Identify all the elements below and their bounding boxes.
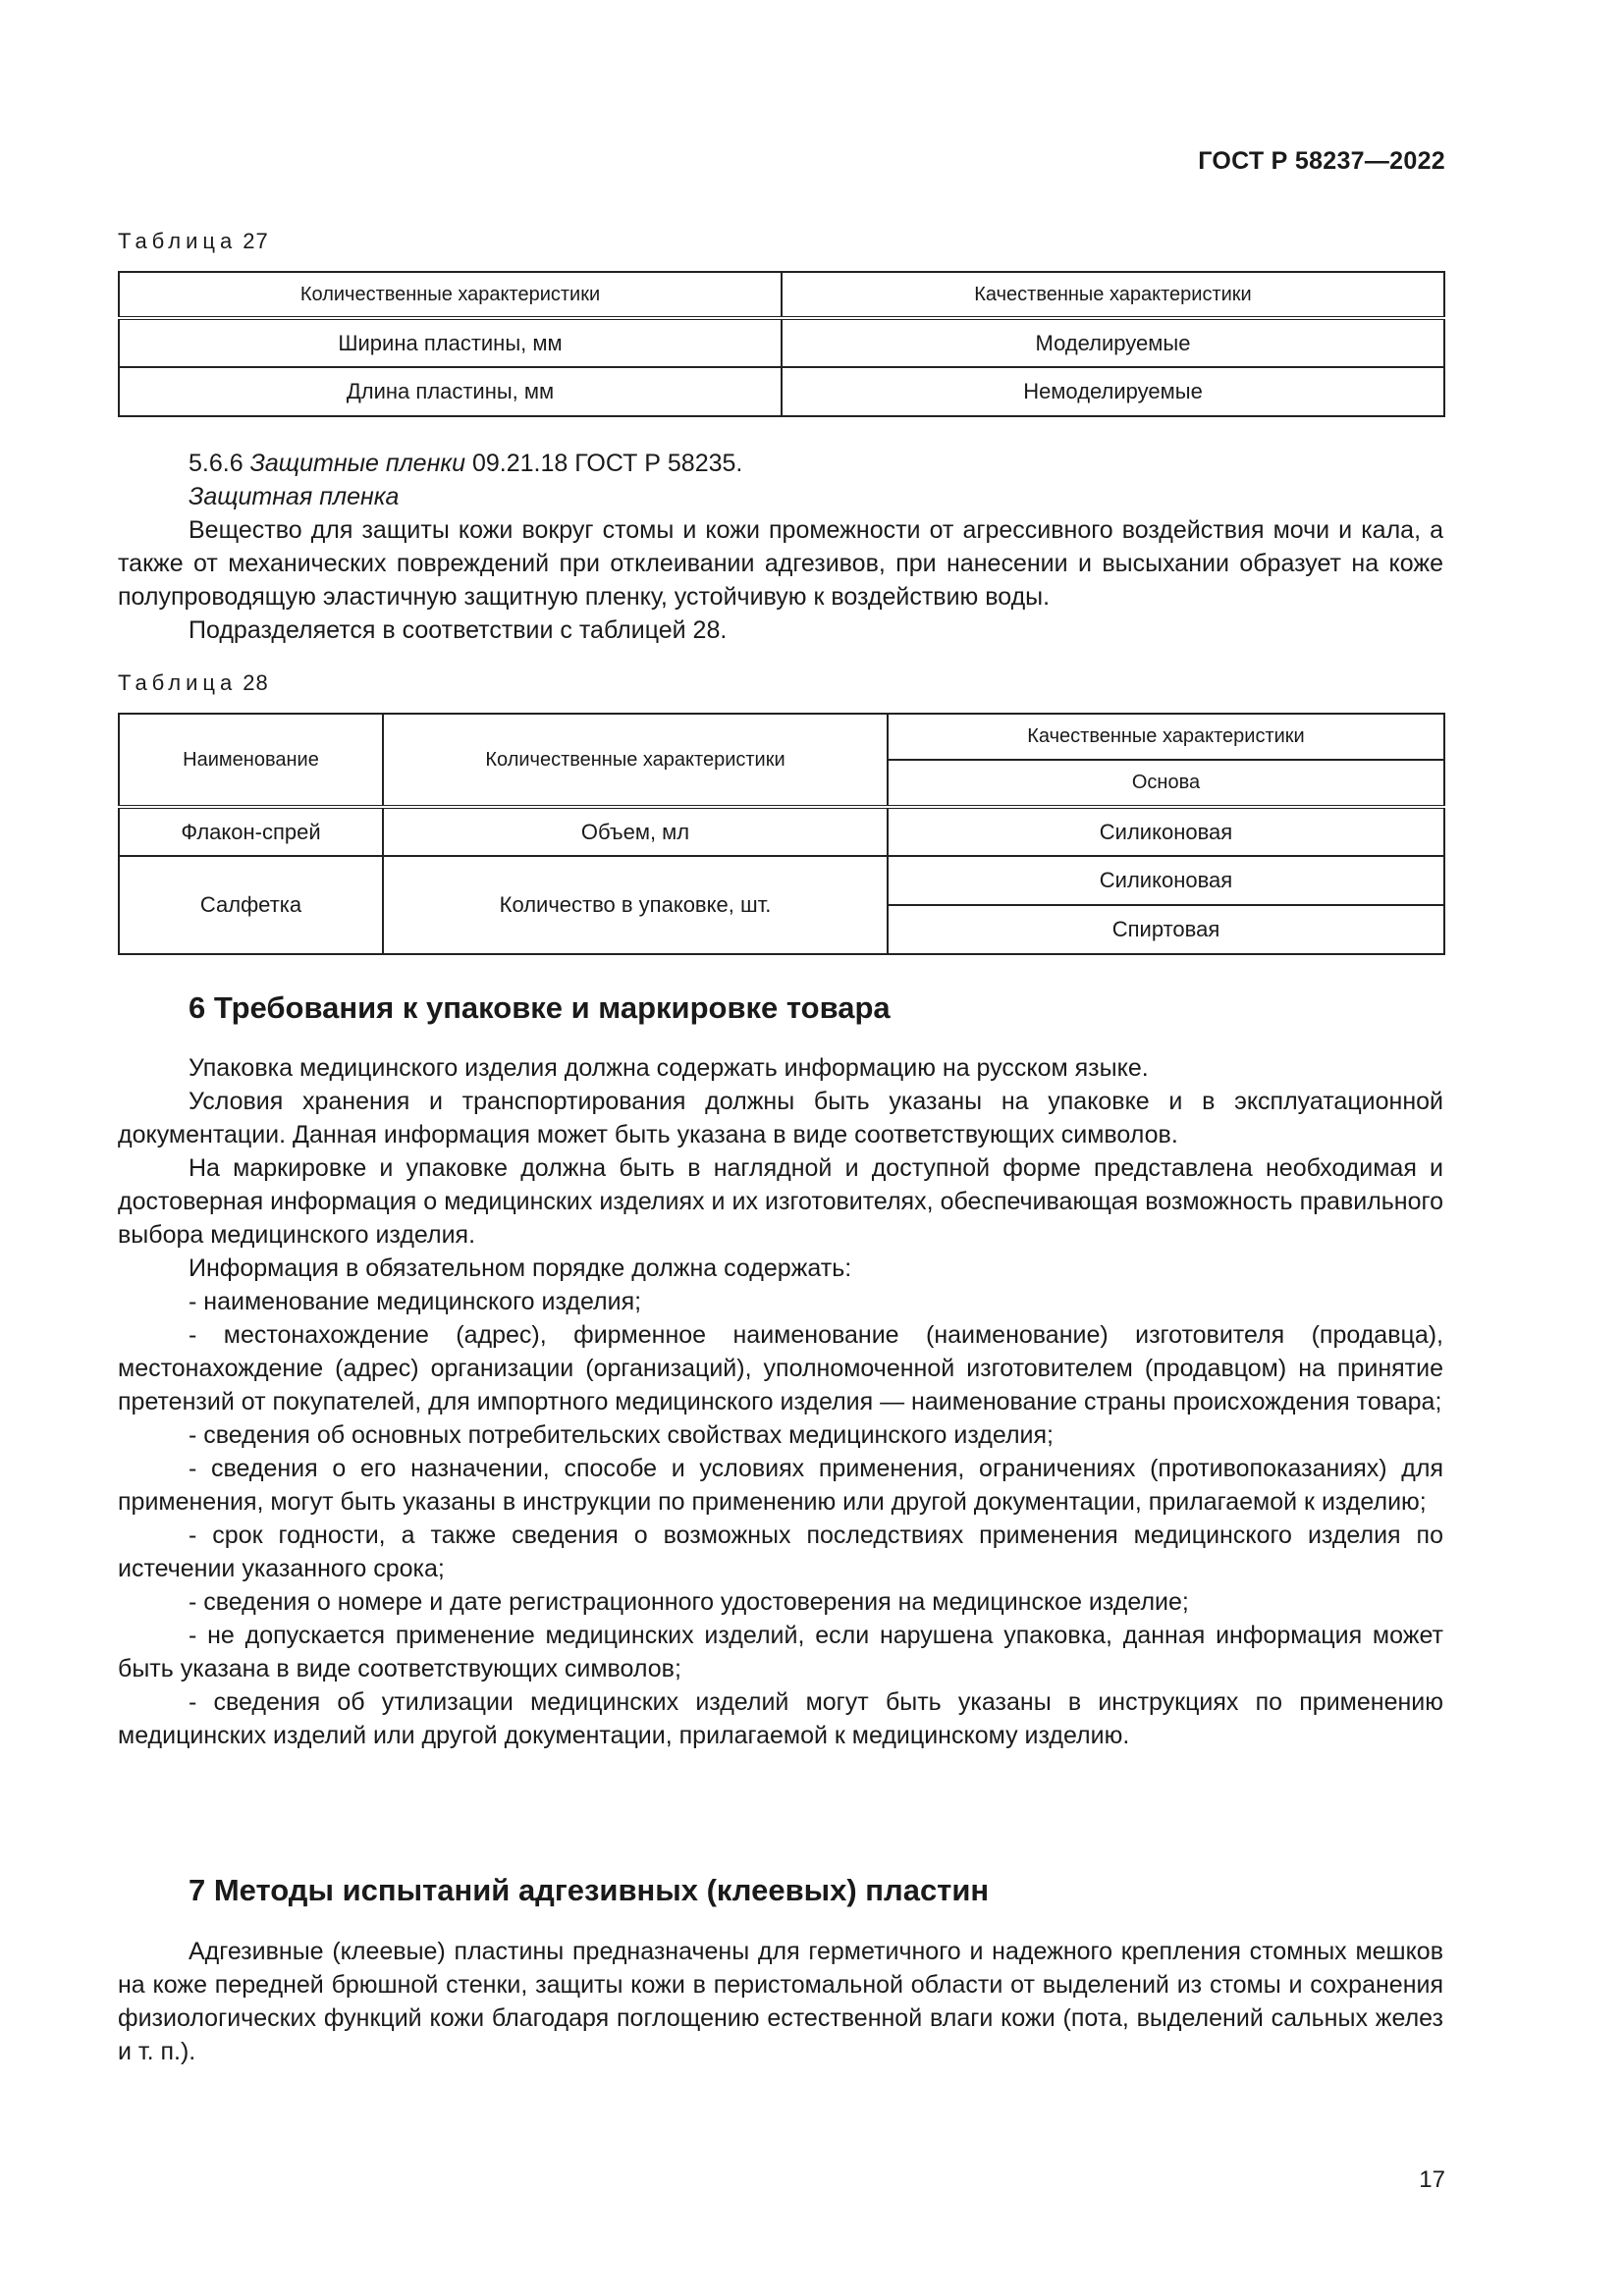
section-7-heading: 7 Методы испытаний адгезивных (клеевых) пластин — [189, 1873, 990, 1907]
list-item: - сведения об основных потребительских свойствах медицинского изделия; — [189, 1421, 1054, 1449]
paragraph: Адгезивные (клеевые) пластины предназначены для герметичного и надежного крепления стомных мешков на коже передней брюшной стенки, защиты кожи в перистомальной области от выделений из стомы и сохранения физиологических функций кожи благодаря поглощению естественной влаги кожи (пота, выделений сальных желез и т. п.). — [118, 1938, 1443, 2065]
paragraph: Вещество для защиты кожи вокруг стомы и кожи промежности от агрессивного воздействия мочи и кала, а также от механических повреждений при отклеивании адгезивов, при нанесении и высыхании образует на коже полупроводящую эластичную защитную пленку, устойчивую к воздействию воды. — [118, 516, 1443, 611]
section-title: Защитные пленки — [249, 450, 466, 477]
table-cell: Силиконовая — [888, 856, 1444, 905]
table-row — [119, 807, 1444, 856]
list-item: - местонахождение (адрес), фирменное наименование (наименование) изготовителя (продавца), местонахождение (адрес) организации (организаций), уполномоченной изготовителем (продавцом) на принятие претензий от покупателей, для импортного медицинского изделия — наименование страны происхождения товара; — [118, 1321, 1443, 1415]
table-cell: Количество в упаковке, шт. — [383, 856, 888, 954]
table-27 — [118, 271, 1445, 417]
list-item: - сведения о номере и дате регистрационного удостоверения на медицинское изделие; — [189, 1588, 1189, 1616]
table28-header-name: Наименование — [119, 714, 383, 807]
table28-caption — [118, 670, 269, 696]
table27-caption-word: Таблица — [118, 229, 238, 253]
page-number: 17 — [1419, 2166, 1445, 2193]
table27-header-quantitative: Количественные характеристики — [119, 272, 782, 318]
section-number: 5.6.6 — [189, 450, 244, 477]
table28-caption-word: Таблица — [118, 670, 238, 695]
table-cell: Флакон-спрей — [119, 807, 383, 856]
standard-header: ГОСТ Р 58237—2022 — [1198, 147, 1445, 175]
list-item: - наименование медицинского изделия; — [189, 1288, 642, 1315]
table28-caption-number: 28 — [243, 670, 269, 695]
paragraph: Подразделяется в соответствии с таблицей 28. — [189, 616, 728, 644]
table-cell: Ширина пластины, мм — [119, 318, 782, 367]
table-cell: Спиртовая — [888, 905, 1444, 954]
table27-caption-number: 27 — [243, 229, 269, 253]
table-cell: Немоделируемые — [782, 367, 1444, 416]
table-row — [119, 367, 1444, 416]
table-cell: Салфетка — [119, 856, 383, 954]
table28-header-qualitative: Качественные характеристики — [888, 714, 1444, 760]
section-5-6-6 — [118, 447, 1443, 647]
list-item: - сведения об утилизации медицинских изделий могут быть указаны в инструкциях по применению медицинских изделий или другой документации, прилагаемой к медицинскому изделию. — [118, 1688, 1443, 1749]
paragraph: Условия хранения и транспортирования должны быть указаны на упаковке и в эксплуатационной документации. Данная информация может быть указана в виде соответствующих символов. — [118, 1088, 1443, 1148]
paragraph: На маркировке и упаковке должна быть в наглядной и доступной форме представлена необходимая и достоверная информация о медицинских изделиях и их изготовителях, обеспечивающая возможность правильного выбора медицинского изделия. — [118, 1154, 1443, 1249]
table27-header-qualitative: Качественные характеристики — [782, 272, 1444, 318]
table-row — [119, 856, 1444, 905]
table-cell: Моделируемые — [782, 318, 1444, 367]
list-item: - срок годности, а также сведения о возможных последствиях применения медицинского изделия по истечении указанного срока; — [118, 1522, 1443, 1582]
list-item: - сведения о его назначении, способе и условиях применения, ограничениях (противопоказаниях) для применения, могут быть указаны в инструкции по применению или другой документации, прилагаемой к изделию; — [118, 1455, 1443, 1516]
table-cell: Объем, мл — [383, 807, 888, 856]
list-item: - не допускается применение медицинских изделий, если нарушена упаковка, данная информация может быть указана в виде соответствующих символов; — [118, 1622, 1443, 1682]
table-cell: Силиконовая — [888, 807, 1444, 856]
section-6-body — [118, 1051, 1443, 1752]
paragraph: Информация в обязательном порядке должна содержать: — [189, 1255, 852, 1282]
table-28 — [118, 713, 1445, 955]
table28-header-quantitative: Количественные характеристики — [383, 714, 888, 807]
section-6-heading: 6 Требования к упаковке и маркировке товара — [189, 990, 891, 1025]
table28-header-basis: Основа — [888, 760, 1444, 807]
section-7-body — [118, 1935, 1443, 2068]
section-subtitle — [118, 480, 1443, 513]
section-reference: 09.21.18 ГОСТ Р 58235. — [472, 450, 743, 477]
table27-caption — [118, 229, 269, 254]
subtitle-text: Защитная пленка — [189, 483, 400, 510]
table-cell: Длина пластины, мм — [119, 367, 782, 416]
paragraph: Упаковка медицинского изделия должна содержать информацию на русском языке. — [189, 1054, 1149, 1082]
table-row — [119, 318, 1444, 367]
section-5-6-6-title — [118, 447, 1443, 480]
